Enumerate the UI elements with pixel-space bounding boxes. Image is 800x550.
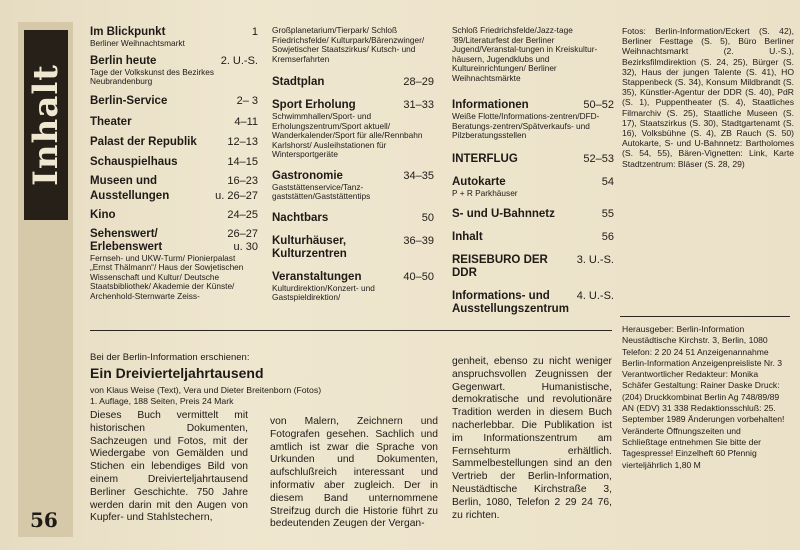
toc-entry-description: Tage der Volkskunst des Bezirkes Neubrandenburg [90, 66, 215, 86]
toc-entry-page: 1 [251, 26, 258, 38]
toc-entry-title: Berlin-Service [90, 94, 168, 107]
toc-column-2 [272, 26, 434, 303]
toc-entry-title: Informations- und Ausstellungszentrum [452, 290, 569, 315]
toc-entry [272, 271, 434, 303]
book-intro: Bei der Berlin-Information erschienen: [90, 352, 250, 363]
toc-entry-title: Erlebenswert [90, 240, 163, 253]
toc-entry-description: P + R Parkhäuser [452, 187, 518, 198]
toc-entry [272, 235, 434, 261]
toc-column-2-entries [272, 76, 434, 303]
toc-entry-title: Sehenswert/ [90, 227, 158, 240]
toc-entry-title: Sport Erholung [272, 99, 356, 111]
toc-entry [272, 76, 434, 89]
toc-entry-description: Gaststättenservice/Tanz-gaststätten/Gaststättentips [272, 181, 371, 201]
toc-entry-page: 3. U.-S. [576, 254, 614, 266]
toc-entry-title: S- und U-Bahnnetz [452, 208, 555, 220]
toc-entry-page: 31–33 [403, 99, 434, 111]
toc-continuation-text: Schloß Friedrichsfelde/Jazz-tage ’89/Literaturfest der Berliner Jugend/Veranstal-tungen in Kreiskultur-häusern, Jugendklubs und Kultureinrichtungen/ Berliner Weihnachtsmärkte [452, 25, 598, 83]
book-text-column-2: von Malern, Zeichnern und Fotografen gesehen. Sachlich und amtlich ist zwar die Sprache von Urkunden und Dokumenten, aufschlußreich interessant und informativ aber zugleich. Der in diesem Band unternommene Streifzug durch die Historie führt zu bedeutenden Zeugen der Vergan- [270, 416, 438, 530]
toc-continuation-text: Großplanetarium/Tierpark/ Schloß Friedrichsfelde/ Kulturpark/Bärenzwinger/ Sowjetischer Staatszirkus/ Kutsch- und Kremserfahrten [272, 25, 425, 64]
toc-entry-title: Stadtplan [272, 76, 325, 88]
inhalt-label: Inhalt [26, 64, 66, 186]
toc-entry-title: Schauspielhaus [90, 155, 178, 168]
toc-entry [272, 212, 434, 225]
book-text-column-1: Dieses Buch vermittelt mit historischen Dokumenten, Sachzeugen und Fotos, mit der Wiedergabe von Gemälden und Stichen ein lebendiges Bild von einem Dreivierteljahrtausend Berliner Geschichte. 750 Jahre werden darin mit den Augen von Kupfer- und Stahlstechern, [90, 410, 248, 524]
toc-entry-page: 56 [601, 231, 614, 243]
toc-column-3-entries [452, 99, 614, 316]
toc-entry-description: Weiße Flotte/Informations-zentren/DFD-Beratungs-zentren/Spätverkaufs- und Pilzberatungsstellen [452, 111, 600, 140]
toc-entry [452, 254, 614, 280]
toc-entry [452, 231, 614, 244]
toc-entry-page: 4–11 [234, 115, 258, 128]
imprint: Herausgeber: Berlin-Information Neustädtische Kirchstr. 3, Berlin, 1080 Telefon: 2 20 24 51 Anzeigenannahme Berlin-Information Anzeigenpreisliste Nr. 3 Verantwortlicher Redakteur: Monika Schäfer Gestaltung: Rainer Daske Druck: (204) Druckkombinat Berlin Ag 748/89/89 AN (EDV) 31 338 Redaktionsschluß: 25. September 1989 Änderungen vorbehalten! Veränderte Öffnungszeiten und Schließtage entnehmen Sie bitte der Tagespresse! Einzelheft 60 Pfennig vierteljährlich 1,80 M [622, 324, 785, 470]
toc-entry-page: 2. U.-S. [220, 54, 258, 67]
toc-entry [90, 209, 258, 222]
toc-entry-title: Veranstaltungen [272, 270, 362, 283]
divider [620, 316, 790, 317]
toc-column-1 [90, 26, 258, 301]
toc-entry [90, 136, 258, 149]
toc-entry [90, 241, 258, 302]
toc-entry [452, 176, 614, 199]
toc-entry-description: Fernseh- und UKW-Turm/ Pionierpalast „Ernst Thälmann“/ Haus der Sowjetischen Wissenschaft und Kultur/ Deutsche Staatsbibliothek/ Akademie der Künste/ Archenhold-Sternwarte Zeiss- [90, 252, 244, 301]
toc-entry-page: 50 [421, 211, 434, 224]
toc-entry-page: 52–53 [583, 152, 614, 165]
toc-entry [90, 26, 258, 49]
toc-entry-page: 12–13 [227, 135, 258, 148]
toc-entry-page: 28–29 [403, 76, 434, 88]
page-number: 56 [30, 508, 58, 532]
photo-credits-text: Fotos: Berlin-Information/Eckert (S. 42), Berliner Festtage (S. 5), Büro Berliner Weihnachtsmarkt (2. U.-S.), Bezirksfilmdirektion (S. 24, 25), Bürger (S. 32), Haus der jungen Talente (S. 41), HO Stappenbeck (S. 34), Konsum Mildbrandt (S. 35), Künstler-Agentur der DDR (S. 40), PdR (S. 1), Puppentheater (S. 4), Staatliches Filmarchiv (S. 25), Staatliche Museen (S. 17), Staatszirkus (S. 30), Stadtgartenamt (S. 16), Volksbühne (S. 4), ZB Rauch (S. 50) [622, 26, 794, 139]
toc-entry-title: Kino [90, 208, 116, 221]
book-edition: 1. Auflage, 188 Seiten, Preis 24 Mark [90, 396, 234, 406]
toc-entry [90, 190, 258, 203]
toc-entry-page: 2– 3 [236, 94, 258, 107]
toc-entry-title: Berlin heute [90, 54, 157, 67]
toc-entry-page: 26–27 [227, 227, 258, 240]
toc-entry-title: Nachtbars [272, 211, 329, 224]
toc-entry-page: 16–23 [227, 174, 258, 187]
toc-entry-title: Informationen [452, 99, 529, 111]
toc-entry-page: 24–25 [227, 208, 258, 221]
inhalt-label-box [24, 30, 68, 220]
toc-entry [452, 99, 614, 141]
divider [90, 330, 612, 331]
book-text-column-3: genheit, ebenso zu nicht weniger anspruchsvollen Zeugnissen der Gegenwart. Humanistische, demokratische und revolutionäre Tradition werden in diesem Buch nacherlebbar. Die Publikation ist im Informationszentrum am Fernsehturm erhältlich. Sammelbestellungen sind an den Vertrieb der Berlin-Information, Neustädtische Kirchstraße 3, Berlin, 1080, Telefon 2 29 24 76, zu richten. [452, 356, 612, 521]
toc-entry-page: 54 [601, 175, 614, 188]
toc-entry-description: Schwimmhallen/Sport- und Erholungszentrum/Sport aktuell/ Wanderkalender/Sport für alle/Rennbahn Karlshorst/ Ausleihstationen für Wintersportgeräte [272, 111, 423, 159]
toc-entry-title: Museen und [90, 174, 158, 187]
toc-entry-title: Palast der Republik [90, 135, 197, 148]
toc-entry-page: 34–35 [403, 169, 434, 182]
toc-entry-title: Inhalt [452, 231, 483, 243]
toc-entry [90, 228, 258, 241]
toc-entry-page: 14–15 [227, 155, 258, 168]
toc-entry-title: INTERFLUG [452, 152, 518, 165]
toc-entry [272, 99, 434, 160]
toc-entry [272, 170, 434, 202]
photo-credits [622, 26, 794, 169]
toc-entry-description: Kulturdirektion/Konzert- und Gastspieldirektion/ [272, 282, 375, 302]
toc-entry-title: Gastronomie [272, 169, 343, 182]
toc-entry [90, 95, 258, 108]
toc-entry-title: Ausstellungen [90, 189, 170, 202]
toc-entry-page: 55 [601, 208, 614, 220]
map-credits-text: Autokarte, S- und U-Bahnnetz: Bartholomes (S. 54, 55), Bären-Vignetten: Link, Karte Stadtzentrum: Bläser (S. 28, 29) [622, 138, 794, 169]
toc-column-3 [452, 26, 614, 316]
toc-entry [90, 55, 258, 87]
toc-entry-title: Im Blickpunkt [90, 26, 166, 38]
toc-entry [90, 175, 258, 188]
toc-entry-page: 36–39 [403, 234, 434, 247]
toc-entry-title: Autokarte [452, 175, 506, 188]
toc-entry-title: Theater [90, 115, 132, 128]
toc-entry-page: u. 26–27 [215, 189, 258, 202]
toc-entry-title: Kulturhäuser, Kulturzentren [272, 234, 347, 260]
toc-entry [452, 208, 614, 221]
toc-entry-title: REISEBURO DER DDR [452, 254, 548, 279]
toc-entry-page: 4. U.-S. [576, 290, 614, 302]
toc-entry [90, 156, 258, 169]
toc-entry-page: 40–50 [403, 270, 434, 283]
toc-entry-description: Berliner Weihnachtsmarkt [90, 38, 185, 48]
book-title: Ein Dreivierteljahrtausend [90, 365, 264, 381]
toc-entry [90, 116, 258, 129]
toc-entry [452, 290, 614, 316]
book-authors: von Klaus Weise (Text), Vera und Dieter Breitenborn (Fotos) [90, 385, 322, 395]
toc-entry-page: u. 30 [233, 240, 258, 253]
toc-entry-page: 50–52 [583, 99, 614, 111]
toc-entry [452, 153, 614, 166]
